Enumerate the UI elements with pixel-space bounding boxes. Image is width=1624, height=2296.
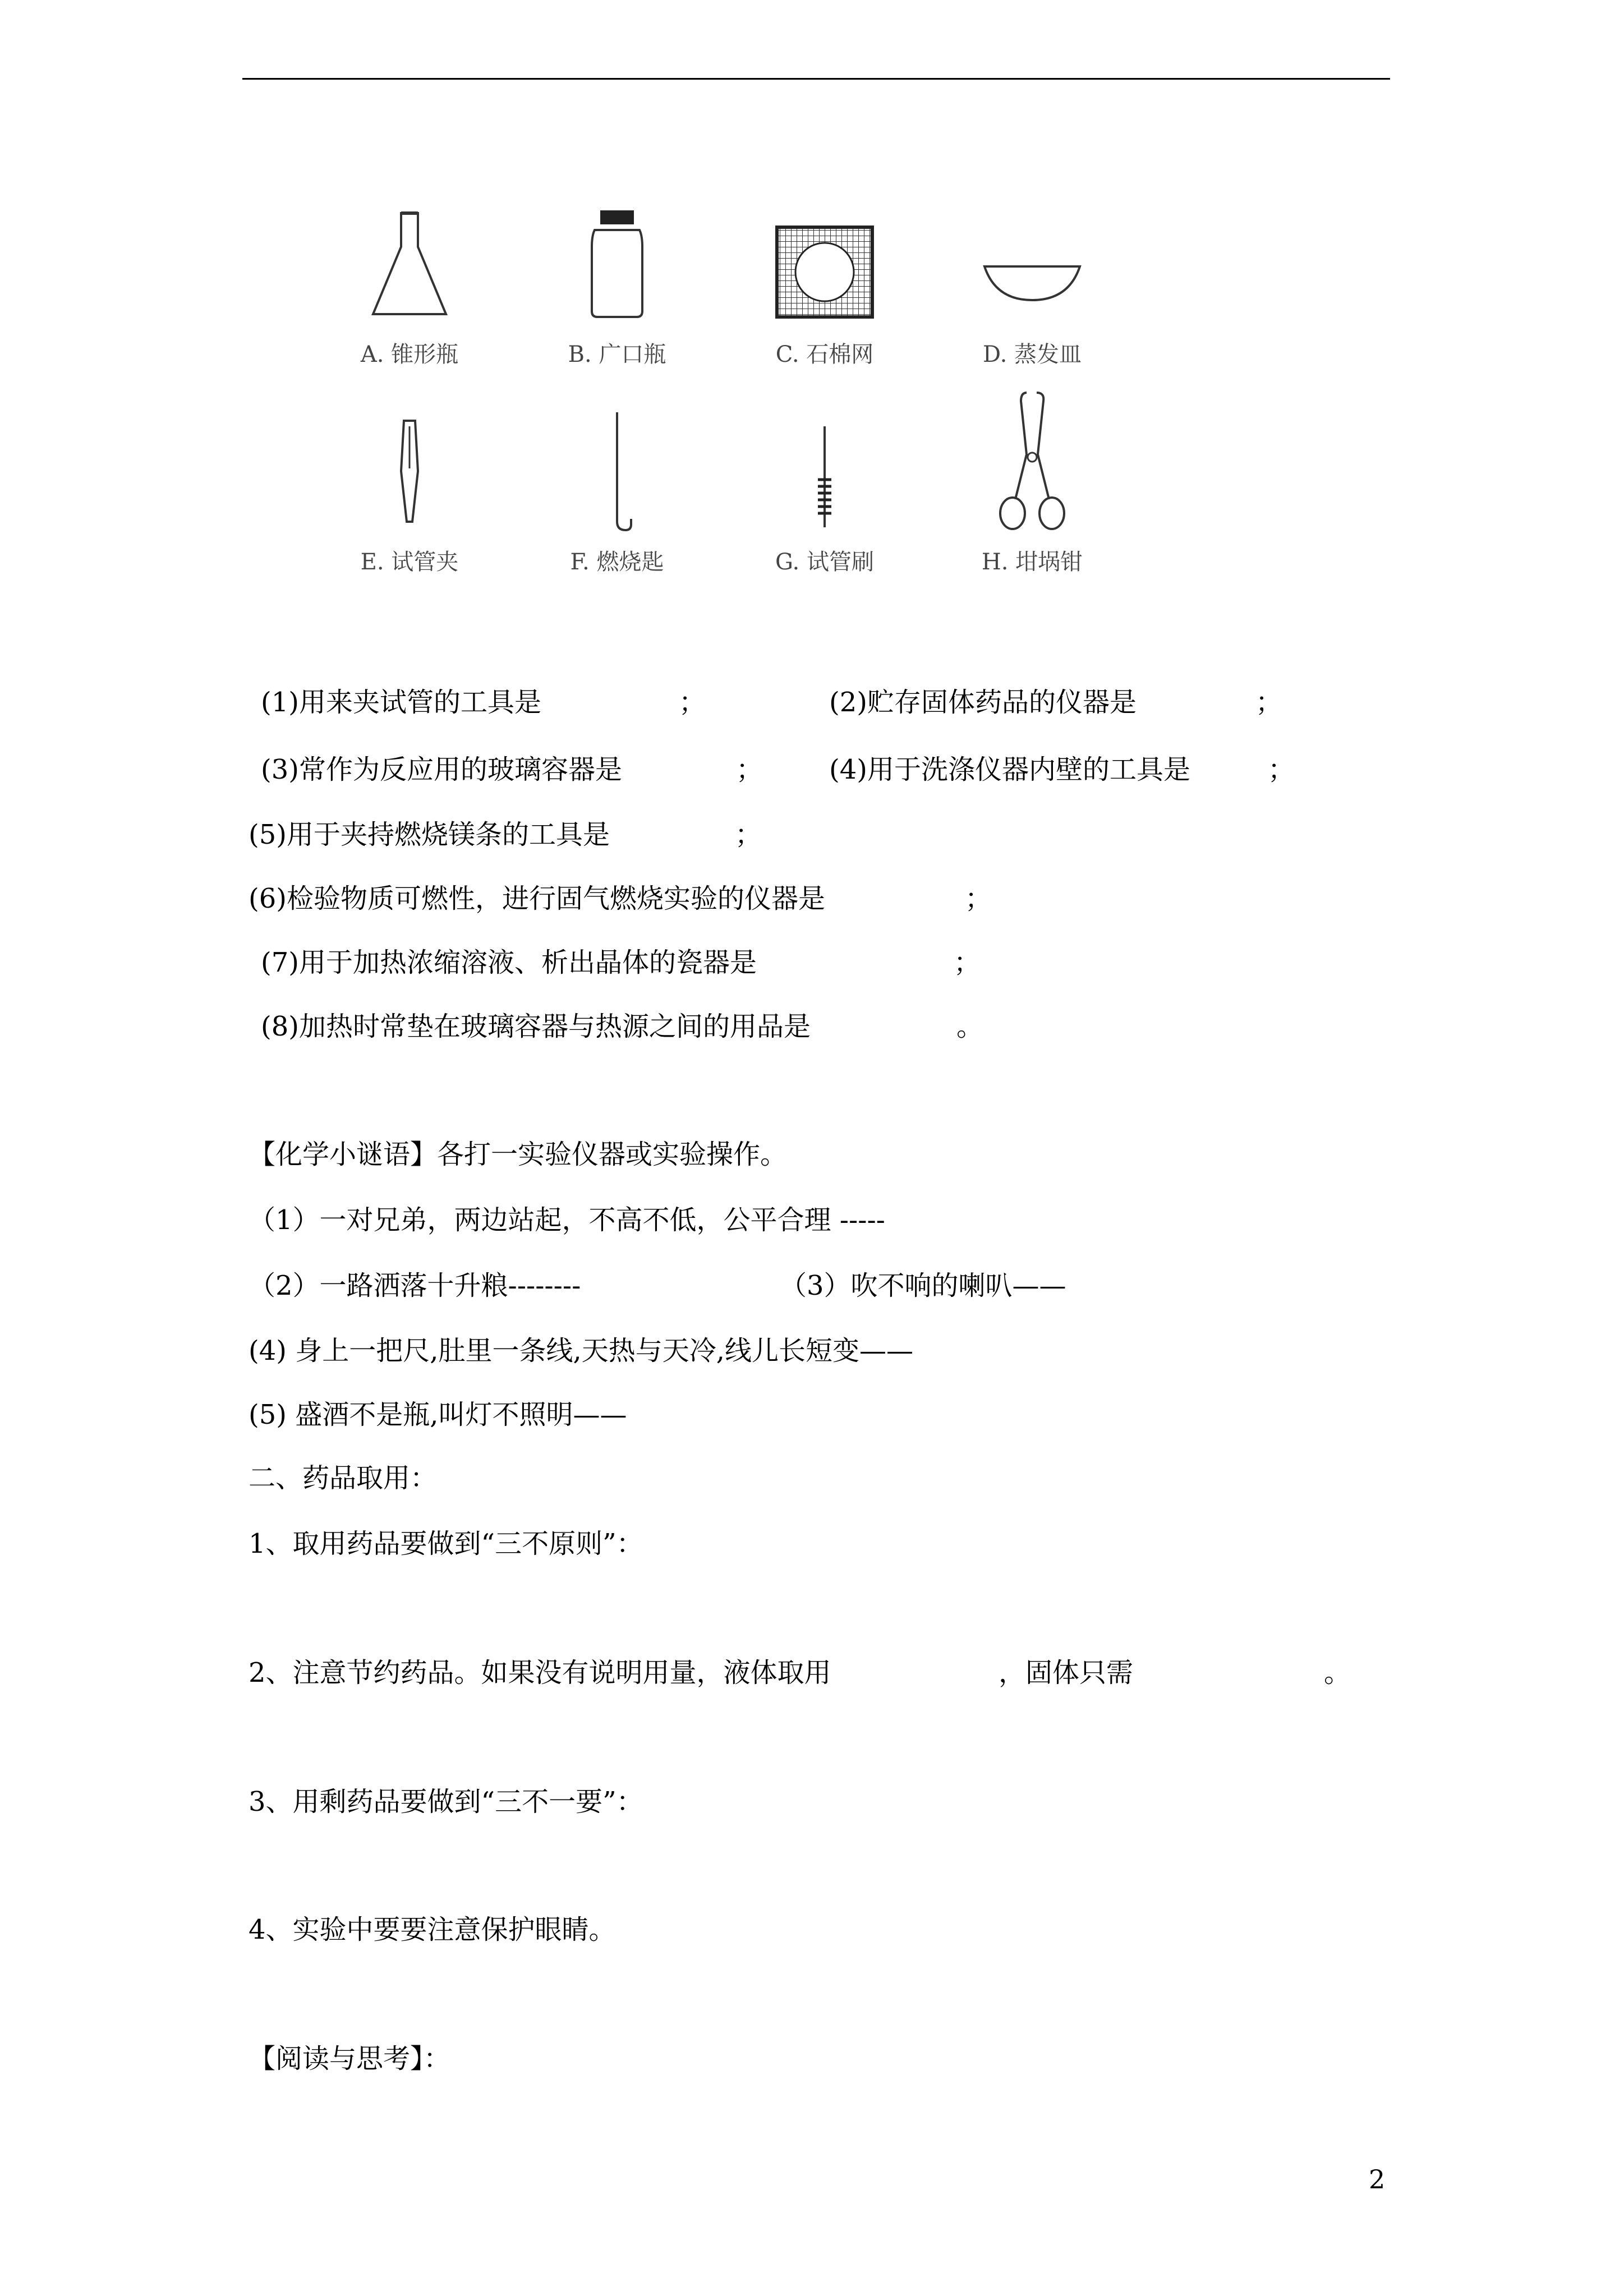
apparatus-g [740,409,909,600]
caption-g: G. 试管刷 [775,549,874,575]
caption-e: E. 试管夹 [360,549,459,575]
question-1: (1)用来夹试管的工具是 [261,687,541,718]
apparatus-b [533,202,701,393]
riddle-1: （1）一对兄弟，两边站起，不高不低，公平合理 ----- [249,1204,885,1236]
riddle-2: （2）一路洒落十升粮-------- [249,1270,581,1301]
reading-heading: 【阅读与思考】： [249,2043,451,2074]
question-8-end: 。 [956,1011,984,1042]
question-3-end: ； [736,754,763,785]
page-number: 2 [1369,2164,1386,2194]
riddle-5: (5) 盛酒不是瓶,叫灯不照明—— [249,1399,627,1430]
apparatus-h [948,387,1116,600]
question-7: (7)用于加热浓缩溶液、析出晶体的瓷器是 [261,947,757,978]
caption-a: A. 锥形瓶 [360,342,459,367]
caption-f: F. 燃烧匙 [570,549,664,575]
riddles-heading: 【化学小谜语】各打一实验仪器或实验操作。 [249,1139,788,1170]
crucible-tongs-icon [948,387,1116,544]
question-8: (8)加热时常垫在玻璃容器与热源之间的用品是 [261,1011,811,1042]
asbestos-gauze-icon [740,202,909,337]
section-2-item-2c: 。 [1324,1657,1351,1688]
question-2-end: ； [1255,687,1283,718]
apparatus-a [325,202,494,393]
question-5: (5)用于夹持燃烧镁条的工具是 [249,819,610,850]
question-4-end: ； [1268,754,1295,785]
question-3: (3)常作为反应用的玻璃容器是 [261,754,622,785]
section-2-title: 二、药品取用： [249,1462,438,1494]
combustion-spoon-icon [533,409,701,544]
section-2-item-3: 3、用剩药品要做到“三不一要”： [249,1786,643,1818]
header-rule [242,78,1390,80]
caption-b: B. 广口瓶 [568,342,666,367]
question-5-end: ； [735,819,762,850]
apparatus-f [533,409,701,600]
riddle-4: (4) 身上一把尺,肚里一条线,天热与天冷,线儿长短变—— [249,1335,914,1366]
caption-h: H. 坩埚钳 [981,549,1083,575]
apparatus-d [948,202,1116,393]
apparatus-e [325,409,494,600]
section-2-item-4: 4、实验中要要注意保护眼睛。 [249,1914,616,1945]
lab-apparatus-figure [314,185,1133,634]
question-6: (6)检验物质可燃性，进行固气燃烧实验的仪器是 [249,883,825,914]
riddle-3: （3）吹不响的喇叭—— [780,1270,1066,1301]
test-tube-holder-icon [325,409,494,544]
section-2-item-2b: ，固体只需 [999,1657,1134,1688]
wide-mouth-bottle-icon [533,202,701,337]
question-7-end: ； [954,947,981,978]
caption-d: D. 蒸发皿 [982,342,1082,367]
question-4: (4)用于洗涤仪器内壁的工具是 [829,754,1190,785]
section-2-item-2a: 2、注意节约药品。如果没有说明用量，液体取用 [249,1657,831,1688]
question-2: (2)贮存固体药品的仪器是 [829,687,1137,718]
caption-c: C. 石棉网 [775,342,874,367]
conical-flask-icon [325,202,494,337]
question-6-end: ； [965,883,992,914]
test-tube-brush-icon [740,409,909,544]
section-2-item-1: 1、取用药品要做到“三不原则”： [249,1528,643,1559]
evaporating-dish-icon [948,202,1116,337]
apparatus-c [740,202,909,393]
question-1-end: ； [679,687,706,718]
